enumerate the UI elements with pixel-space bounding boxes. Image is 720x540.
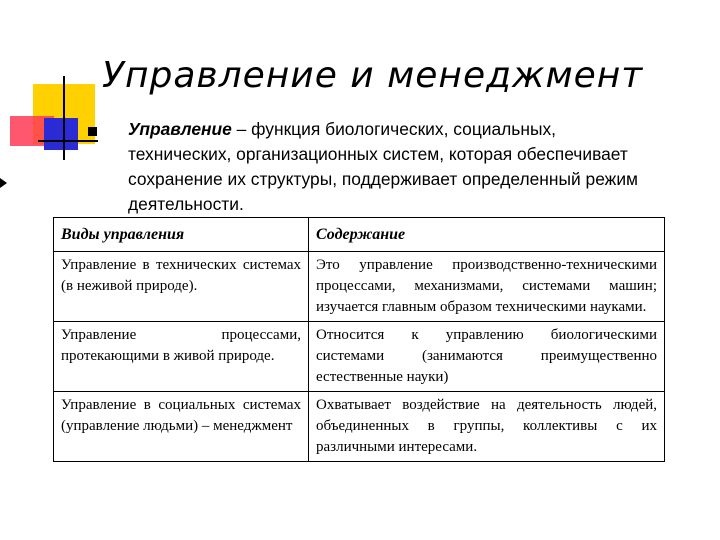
row-content-cell: Охватывает воздействие на деятельность людей, объединенных в группы, коллективы с их различными интересами.: [309, 392, 665, 462]
table-row: [54, 392, 665, 462]
table-row: [54, 252, 665, 322]
decor-blue-square: [44, 118, 78, 150]
header-content: Содержание: [309, 218, 665, 252]
header-types: Виды управления: [54, 218, 309, 252]
table-header-row: [54, 218, 665, 252]
decor-horizontal-line: [38, 140, 98, 142]
management-types-table: [53, 217, 665, 462]
slide-title: Управление и менеджмент: [102, 55, 644, 96]
pointer-arrow-icon: [0, 178, 7, 188]
definition-term: Управление: [128, 119, 232, 139]
row-type-cell: Управление в социальных системах (управление людьми) – менеджмент: [54, 392, 309, 462]
row-content-cell: Это управление производственно-техническими процессами, механизмами, системами машин; изучается главным образом техническими науками.: [309, 252, 665, 322]
row-type-cell: Управление в технических системах (в неживой природе).: [54, 252, 309, 322]
decor-vertical-line: [63, 76, 65, 160]
square-bullet-icon: [88, 127, 97, 136]
definition-text: – функция биологических, социальных, технических, организационных систем, которая обеспечивает сохранение их структуры, поддерживает определенный режим деятельности.: [128, 119, 638, 214]
definition-paragraph: [128, 117, 658, 217]
row-type-cell: Управление процессами, протекающими в живой природе.: [54, 322, 309, 392]
row-content-cell: Относится к управлению биологическими системами (занимаются преимущественно естественные науки): [309, 322, 665, 392]
table-row: [54, 322, 665, 392]
